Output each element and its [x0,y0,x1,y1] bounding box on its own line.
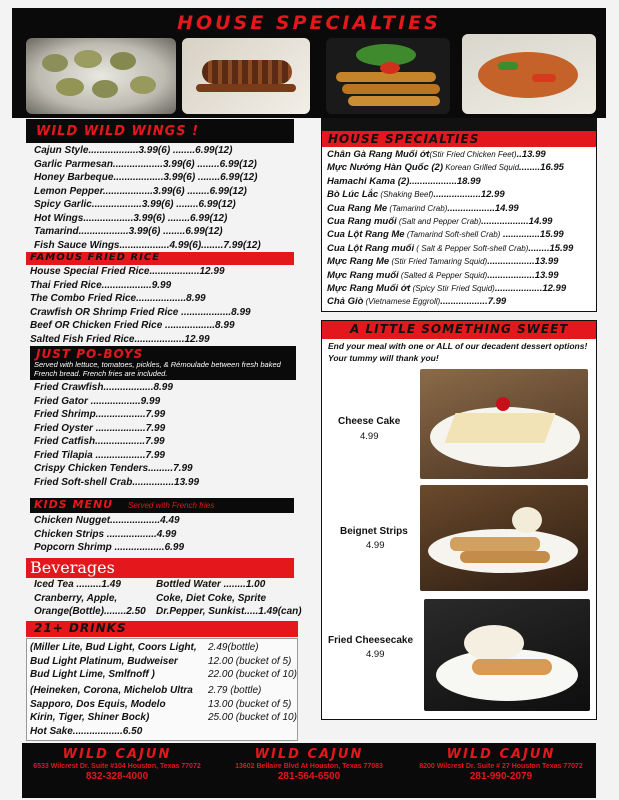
dessert-name: Fried Cheesecake [328,635,414,646]
list-item: Crawfish OR Shrimp Fried Rice ..................8.99 [30,306,251,318]
beverages-right [156,578,302,619]
list-item: Lemon Pepper..................3.99(6) ........6.99(12) [34,185,247,197]
drink-price: 25.00 (bucket of 10) [208,712,297,723]
drinks-group-1 [30,641,296,682]
list-item [30,711,296,725]
list-item: Iced Tea .........1.49 [34,579,121,590]
footer-location [22,747,212,782]
footer-brand: WILD CAJUN [62,747,172,762]
list-item: Fried Tilapia ..................7.99 [34,449,165,461]
footer-location [214,747,404,782]
footer-address: 8200 Wilcrest Dr. Suite # 27 Houston Texas 77072 [419,763,583,770]
header-banner [12,8,606,118]
crab-photo [462,34,596,114]
list-item: Cua Rang muối (Salt and Pepper Crab)..................14.99 [327,216,553,228]
dessert-price: 4.99 [366,540,385,551]
dessert-title: A LITTLE SOMETHING SWEET [350,322,569,336]
list-item: Mực Nướng Hàn Quốc (2) Korean Grilled Squid........16.95 [327,162,564,174]
list-item: Fried Crawfish..................8.99 [34,382,173,393]
drink-name: Sapporo, Dos Equis, Modelo [30,698,166,710]
beignet-photo [420,485,588,591]
footer-brand: WILD CAJUN [254,747,364,762]
poboys-title: JUST PO-BOYS [36,347,144,361]
list-item: Garlic Parmesan..................3.99(6) ........6.99(12) [34,158,257,170]
list-item [30,684,296,698]
list-item: Tamarind..................3.99(6) ........6.99(12) [34,226,223,237]
poboys-subtitle: Served with lettuce, tomatoes, pickles, & Rémoulade between fresh baked French bread. French fries are included. [34,360,281,378]
specialties-header-bar [322,119,596,147]
list-item: Cajun Style..................3.99(6) ........6.99(12) [34,145,233,156]
list-item [30,655,296,669]
list-item: Bottled Water ........1.00 [156,579,266,590]
footer-address: 13602 Bellaire Blvd At Houston, Texas 77083 [235,763,383,770]
poboys-header-bar [30,346,296,380]
drinks-title: 21+ DRINKS [34,621,127,635]
footer-brand: WILD CAJUN [446,747,556,762]
list-item: Cranberry, Apple, [34,592,118,604]
dessert-intro: End your meal with one or ALL of our decadent dessert options! Your tummy will thank you! [328,341,588,363]
drink-price: 2.49(bottle) [208,642,259,653]
dessert-header-bar [322,321,596,339]
drink-name: Bud Light Platinum, Budweiser [30,655,178,667]
wings-list [34,144,261,252]
drink-price: 12.00 (bucket of 5) [208,655,292,667]
list-item: Cua Lột Rang Me (Tamarind Soft-shell Crab) ..............15.99 [327,229,564,241]
kids-header-bar [30,498,294,513]
list-item: Salted Fish Fried Rice..................12.99 [30,333,210,345]
footer-phone[interactable]: 281-990-2079 [469,771,533,782]
list-item: Fried Soft-shell Crab...............13.99 [34,476,200,488]
list-item: Thai Fried Rice..................9.99 [30,279,172,291]
kids-note: Served with French fries [128,501,215,510]
list-item: Hamachi Kama (2)..................18.99 [327,175,481,187]
footer-phone[interactable]: 832-328-4000 [85,771,149,782]
specialties-title: HOUSE SPECIALTIES [328,132,480,146]
drink-price: 22.00 (bucket of 10) [208,669,297,680]
footer-panel [22,743,596,798]
list-item: Coke, Diet Coke, Sprite [156,592,267,604]
header-title: HOUSE SPECIALTIES [177,12,441,34]
list-item: Hot Sake..................6.50 [30,725,143,737]
list-item: Popcorn Shrimp ..................6.99 [34,542,185,553]
poboys-list [34,381,199,489]
drinks-group-2 [30,684,296,738]
list-item: Chicken Strips ..................4.99 [34,528,177,540]
fried-cheesecake-photo [424,599,590,711]
list-item: Chân Gà Rang Muối ớt(Stir Fried Chicken Feet)..13.99 [327,149,546,160]
grilled-squid-photo [182,38,310,114]
list-item [30,668,296,682]
list-item: Honey Barbeque..................3.99(6) ........6.99(12) [34,172,258,183]
list-item: Spicy Garlic..................3.99(6) ........6.99(12) [34,199,236,210]
list-item: Dr.Pepper, Sunkist.....1.49(can) [156,606,302,617]
list-item: Beef OR Chicken Fried Rice ..................8.99 [30,320,235,331]
list-item: Bò Lúc Lắc (Shaking Beef)..................12.99 [327,189,505,201]
footer-phone[interactable]: 281-564-6500 [277,771,341,782]
specialties-list [327,148,595,309]
list-item: Hot Wings..................3.99(6) ........6.99(12) [34,212,228,224]
dessert-panel [321,320,597,720]
list-item: Mực Rang muối (Salted & Pepper Squid)..................13.99 [327,269,559,281]
oysters-photo [26,38,176,114]
drink-name: (Miller Lite, Bud Light, Coors Light, [30,642,197,653]
fried-rice-list [30,265,251,346]
wings-header-bar [26,119,294,143]
drinks-header-bar [26,621,298,637]
list-item: Fried Catfish..................7.99 [34,436,165,447]
beverages-left [34,578,146,619]
dessert-name: Beignet Strips [340,526,408,537]
dessert-name: Cheese Cake [338,416,401,427]
fried-rice-title: FAMOUS FRIED RICE [30,252,160,263]
beverages-title: Beverages [30,558,115,577]
list-item: Cua Lột Rang muối ( Salt & Pepper Soft-shell Crab)........15.99 [327,242,574,254]
kids-title: KIDS MENU [34,498,114,511]
list-item: Fried Oyster ..................7.99 [34,422,166,434]
drink-price: 2.79 (bottle) [208,685,262,696]
fried-rice-header-bar [26,252,294,265]
list-item: Fried Shrimp..................7.99 [34,409,166,420]
list-item: Cua Rang Me (Tamarind Crab)..................14.99 [327,202,519,214]
kids-list [34,514,184,555]
beverages-header-bar [26,558,294,578]
list-item [30,698,296,712]
specialties-panel [321,118,597,312]
drink-name: Bud Light Lime, Smlfnoff ) [30,669,155,680]
footer-address: 6533 Wilcrest Dr. Suite #104 Houston, Texas 77072 [33,763,201,770]
list-item: Fish Sauce Wings..................4.99(6)........7.99(12) [34,239,261,251]
list-item: House Special Fried Rice..................12.99 [30,266,225,277]
footer-location [406,747,596,782]
drink-name: Kirin, Tiger, Shiner Bock) [30,712,150,723]
drink-price: 13.00 (bucket of 5) [208,698,292,710]
list-item: The Combo Fried Rice..................8.99 [30,293,206,304]
list-item: Chả Giò (Vietnamese Eggroll)..................7.99 [327,296,507,308]
cheesecake-photo [420,369,588,479]
list-item: Chicken Nugget..................4.49 [34,515,180,526]
eggroll-photo [326,38,450,114]
list-item: Mực Rang Muối ớt (Spicy Stir Fried Squid)..................12.99 [327,283,567,295]
drink-name: (Heineken, Corona, Michelob Ultra [30,685,193,696]
drinks-box [26,638,298,741]
list-item: Orange(Bottle)........2.50 [34,606,146,617]
dessert-price: 4.99 [366,649,385,660]
list-item: Fried Gator ..................9.99 [34,395,161,407]
dessert-price: 4.99 [360,431,379,442]
wings-title: WILD WILD WINGS ! [36,124,200,139]
list-item: Mực Rang Me (Stir Fried Tamaring Squid)..................13.99 [327,256,559,268]
list-item [30,641,296,655]
list-item: Crispy Chicken Tenders.........7.99 [34,463,193,474]
